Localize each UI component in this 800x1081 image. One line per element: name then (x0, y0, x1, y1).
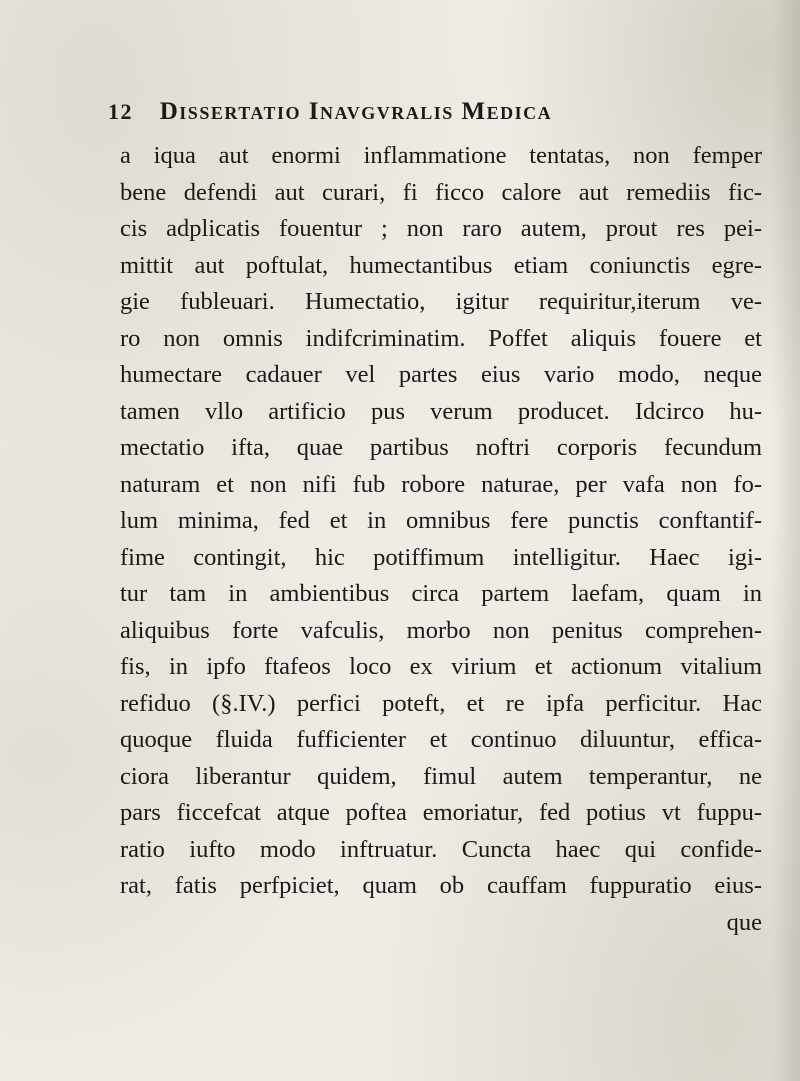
body-text (120, 138, 762, 941)
text-line: bene defendi aut curari, fi ficco calore aut remediis fic- (120, 178, 762, 206)
text-line: aliquibus forte vafculis, morbo non penitus comprehen- (120, 616, 762, 644)
text-line: cis adplicatis fouentur ; non raro autem, prout res pei- (120, 215, 762, 242)
text-line: pars ficcefcat atque poftea emoriatur, fed potius vt fuppu- (120, 799, 762, 826)
text-line: ciora liberantur quidem, fimul autem temperantur, ne (120, 762, 762, 790)
text-line: a iqua aut enormi inflammatione tentatas, non femper (120, 142, 762, 169)
page-edge-shadow (772, 0, 800, 1081)
text-line: ratio iufto modo inftruatur. Cuncta haec qui confide- (120, 835, 762, 863)
catchword: que (726, 908, 762, 936)
text-line: tur tam in ambientibus circa partem laefam, quam in (120, 580, 762, 607)
text-line: quoque fluida fufficienter et continuo diluuntur, effica- (120, 726, 762, 753)
text-line: mectatio ifta, quae partibus noftri corporis fecundum (120, 434, 762, 461)
text-line: fime contingit, hic potiffimum intelligitur. Haec igi- (120, 543, 762, 571)
running-title: Dissertatio Inavgvralis Medica (159, 98, 553, 125)
text-line: fis, in ipfo ftafeos loco ex virium et actionum vitalium (120, 653, 762, 680)
text-line: naturam et non nifi fub robore naturae, per vafa non fo- (120, 470, 762, 498)
text-line: mittit aut poftulat, humectantibus etiam coniunctis egre- (120, 251, 762, 279)
running-head (108, 98, 708, 138)
text-line: gie fubleuari. Humectatio, igitur requiritur,iterum ve- (120, 288, 762, 315)
text-line: ro non omnis indifcriminatim. Poffet aliquis fouere et (120, 324, 762, 352)
page-number: 12 (108, 99, 133, 124)
text-line: rat, fatis perfpiciet, quam ob cauffam fuppuratio eius- (120, 872, 762, 899)
text-line: tamen vllo artificio pus verum producet. Idcirco hu- (120, 397, 762, 425)
text-line: refiduo (§.IV.) perfici poteft, et re ipfa perficitur. Hac (120, 689, 762, 717)
text-line: humectare cadauer vel partes eius vario modo, neque (120, 361, 762, 388)
text-line: lum minima, fed et in omnibus fere punctis conftantif- (120, 507, 762, 534)
